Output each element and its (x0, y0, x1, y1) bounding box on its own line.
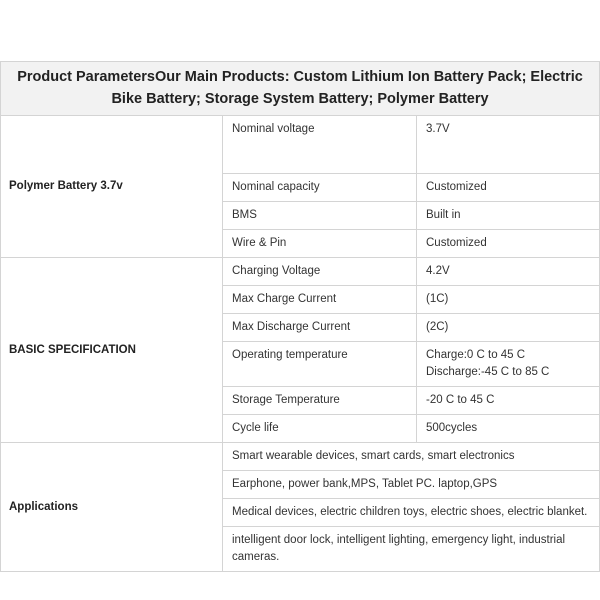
value-cell: Customized (417, 174, 600, 202)
param-cell: BMS (223, 202, 417, 230)
application-cell: Medical devices, electric children toys, electric shoes, electric blanket. (223, 499, 600, 527)
param-cell: Wire & Pin (223, 230, 417, 258)
value-cell (417, 342, 600, 387)
param-cell: Cycle life (223, 415, 417, 443)
category-applications: Applications (1, 443, 223, 572)
value-cell: Built in (417, 202, 600, 230)
value-cell: 3.7V (417, 116, 600, 174)
param-cell: Nominal voltage (223, 116, 417, 174)
table-title: Product ParametersOur Main Products: Custom Lithium Ion Battery Pack; Electric Bike Battery; Storage System Battery; Polymer Battery (1, 62, 600, 116)
spec-sheet (0, 61, 599, 572)
application-cell: Smart wearable devices, smart cards, smart electronics (223, 443, 600, 471)
application-cell: intelligent door lock, intelligent lighting, emergency light, industrial cameras. (223, 527, 600, 572)
table-row (1, 116, 600, 174)
value-cell: Customized (417, 230, 600, 258)
category-polymer-battery: Polymer Battery 3.7v (1, 116, 223, 258)
value-cell: 4.2V (417, 258, 600, 286)
param-cell: Storage Temperature (223, 387, 417, 415)
category-basic-specification: BASIC SPECIFICATION (1, 258, 223, 443)
value-line: Discharge:-45 C to 85 C (426, 366, 550, 378)
param-cell: Max Charge Current (223, 286, 417, 314)
table-row (1, 443, 600, 471)
table-row (1, 258, 600, 286)
param-cell: Nominal capacity (223, 174, 417, 202)
application-cell: Earphone, power bank,MPS, Tablet PC. laptop,GPS (223, 471, 600, 499)
param-cell: Max Discharge Current (223, 314, 417, 342)
product-parameters-table (0, 61, 600, 572)
value-cell: (2C) (417, 314, 600, 342)
title-row (1, 62, 600, 116)
param-cell: Charging Voltage (223, 258, 417, 286)
value-cell: -20 C to 45 C (417, 387, 600, 415)
value-cell: (1C) (417, 286, 600, 314)
value-cell: 500cycles (417, 415, 600, 443)
param-cell: Operating temperature (223, 342, 417, 387)
value-line: Charge:0 C to 45 C (426, 349, 526, 361)
